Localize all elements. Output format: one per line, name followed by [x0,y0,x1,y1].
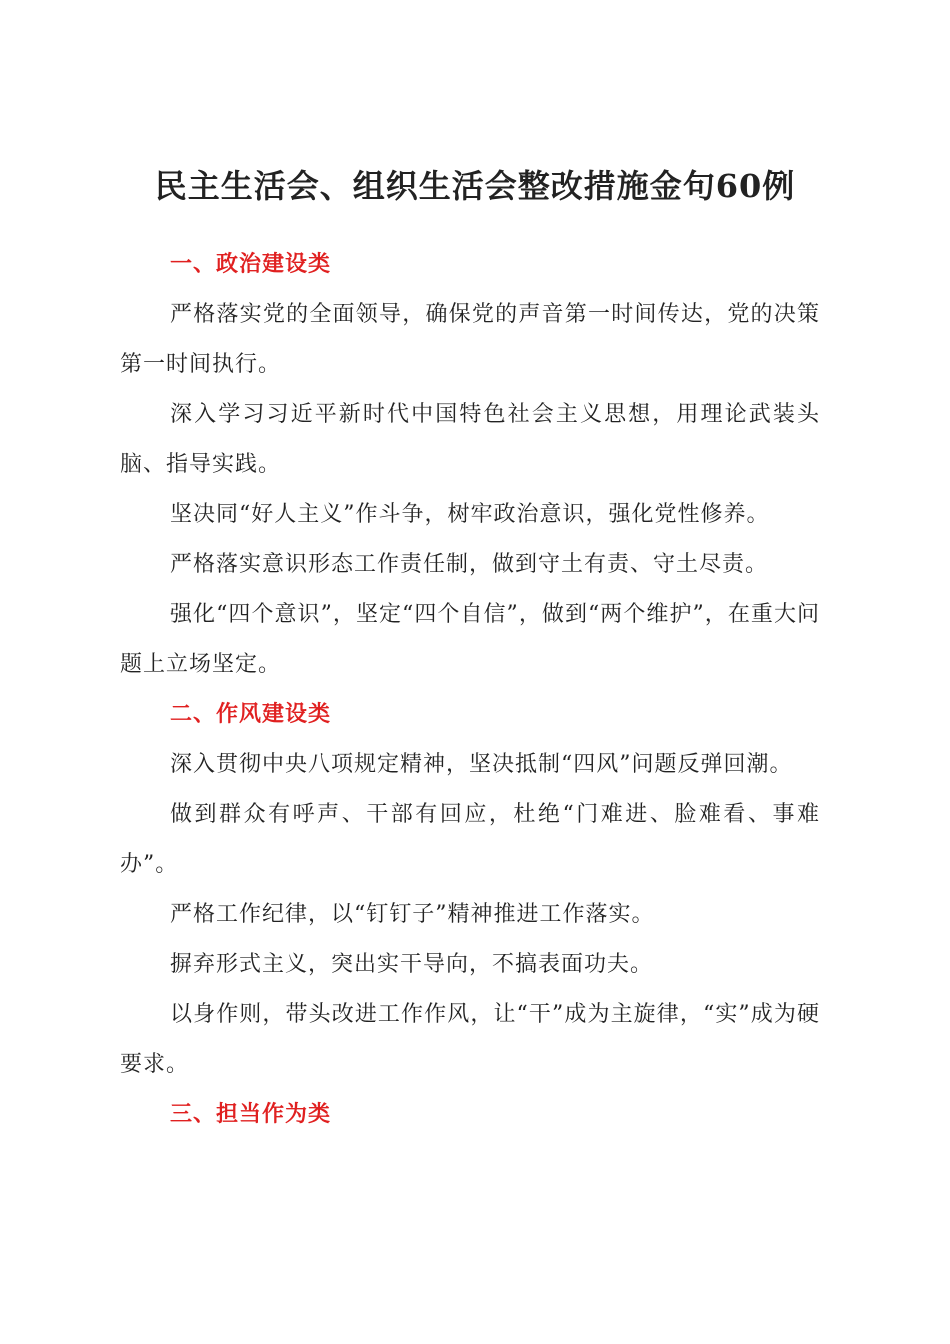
document-title: 民主生活会、组织生活会整改措施金句60例 [154,167,796,205]
document-body [120,240,820,1140]
paragraph: 严格落实意识形态工作责任制，做到守土有责、守土尽责。 [170,552,769,577]
paragraph: 坚决同“好人主义”作斗争，树牢政治意识，强化党性修养。 [170,502,770,527]
paragraph: 严格落实党的全面领导，确保党的声音第一时间传达，党的决策第一时间执行。 [120,302,820,377]
section-heading-style: 二、作风建设类 [170,702,332,727]
section-heading-political: 一、政治建设类 [170,252,332,277]
paragraph: 严格工作纪律，以“钉钉子”精神推进工作落实。 [170,902,655,927]
paragraph: 深入贯彻中央八项规定精神，坚决抵制“四风”问题反弹回潮。 [170,752,793,777]
paragraph: 强化“四个意识”，坚定“四个自信”，做到“两个维护”，在重大问题上立场坚定。 [120,602,820,677]
paragraph: 摒弃形式主义，突出实干导向，不搞表面功夫。 [170,952,654,977]
paragraph: 做到群众有呼声、干部有回应，杜绝“门难进、脸难看、事难办”。 [120,802,820,877]
paragraph: 深入学习习近平新时代中国特色社会主义思想，用理论武装头脑、指导实践。 [120,402,820,477]
paragraph: 以身作则，带头改进工作作风，让“干”成为主旋律，“实”成为硬要求。 [120,1002,820,1077]
section-heading-responsibility: 三、担当作为类 [170,1102,332,1127]
